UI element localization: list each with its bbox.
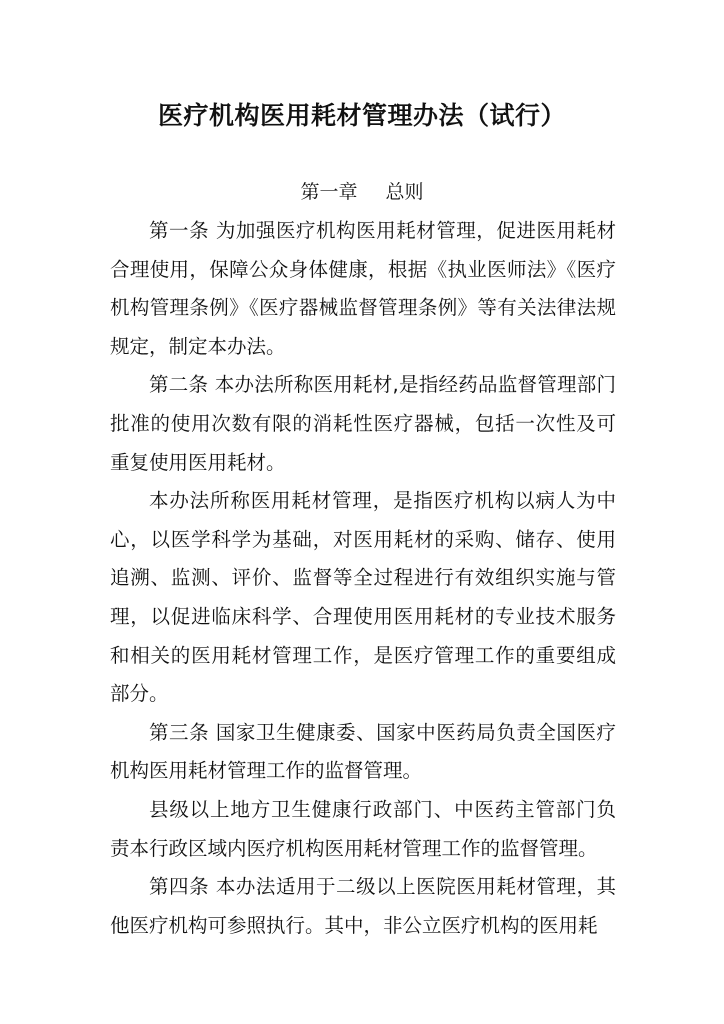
chapter-number: 第一章 (300, 181, 358, 203)
article-4-paragraph: 第四条 本办法适用于二级以上医院医用耗材管理，其他医疗机构可参照执行。其中，非公立医疗机构的医用耗 (110, 875, 616, 937)
article-3-local-paragraph: 县级以上地方卫生健康行政部门、中医药主管部门负责本行政区域内医疗机构医用耗材管理工作的监督管理。 (110, 797, 616, 860)
article-3-paragraph: 第三条 国家卫生健康委、国家中医药局负责全国医疗机构医用耗材管理工作的监督管理。 (110, 720, 616, 783)
chapter-heading (0, 176, 724, 208)
document-body (110, 212, 616, 945)
article-2-paragraph: 第二条 本办法所称医用耗材,是指经药品监督管理部门批准的使用次数有限的消耗性医疗器械，包括一次性及可重复使用医用耗材。 (110, 373, 616, 474)
chapter-name: 总则 (385, 181, 424, 203)
article-2-definition-paragraph: 本办法所称医用耗材管理，是指医疗机构以病人为中心，以医学科学为基础，对医用耗材的采购、储存、使用追溯、监测、评价、监督等全过程进行有效组织实施与管理，以促进临床科学、合理使用医用耗材的专业技术服务和相关的医用耗材管理工作，是医疗管理工作的重要组成部分。 (110, 489, 616, 706)
article-1-paragraph: 第一条 为加强医疗机构医用耗材管理，促进医用耗材合理使用，保障公众身体健康，根据《执业医师法》《医疗机构管理条例》《医疗器械监督管理条例》等有关法律法规规定，制定本办法。 (110, 219, 616, 358)
document-title: 医疗机构医用耗材管理办法（试行） (157, 101, 566, 130)
